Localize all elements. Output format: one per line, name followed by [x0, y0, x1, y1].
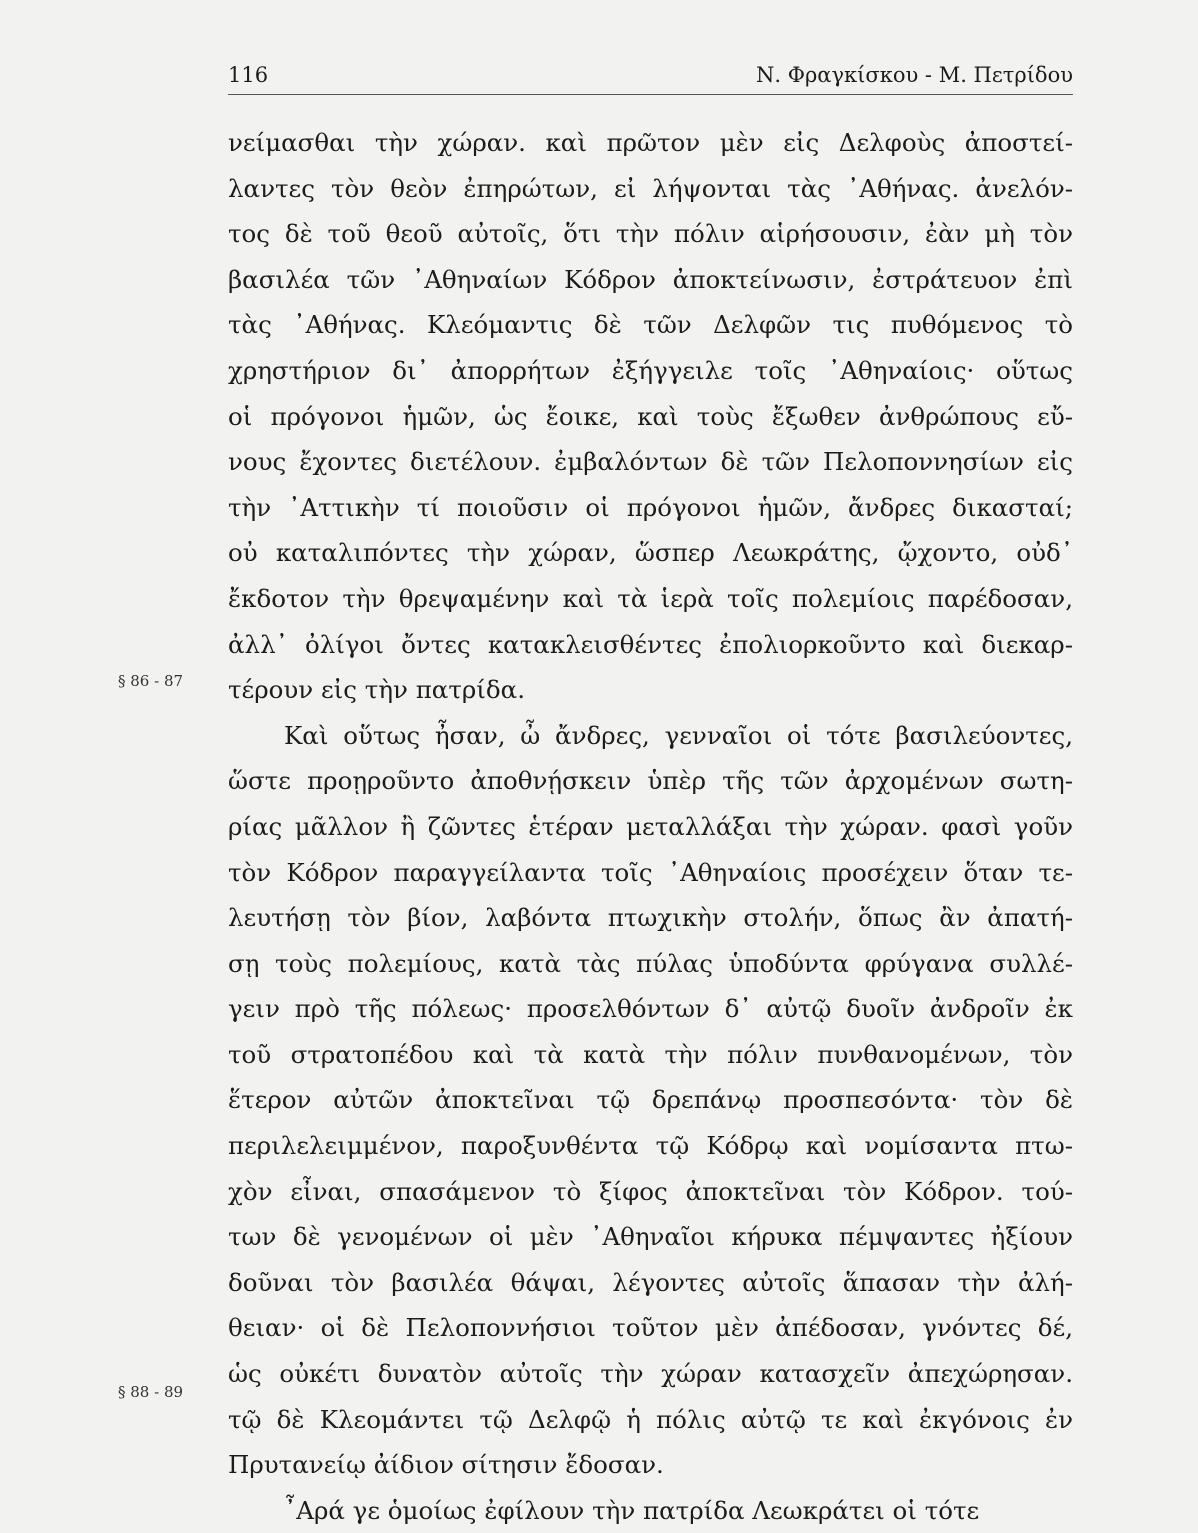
- text-line: σῃ τοὺς πολεμίους, κατὰ τὰς πύλας ὑποδύντα φρύγανα συλλέ-: [228, 948, 1073, 978]
- text-line: νείμασθαι τὴν χώραν. καὶ πρῶτον μὲν εἰς Δελφοὺς ἀποστεί-: [228, 128, 1073, 157]
- text-line: τος δὲ τοῦ θεοῦ αὐτοῖς, ὅτι τὴν πόλιν αἱρήσουσιν, ἐὰν μὴ τὸν: [228, 219, 1073, 249]
- text-line: βασιλέα τῶν ᾽Αθηναίων Κόδρον ἀποκτείνωσιν, ἐστράτευον ἐπὶ: [228, 264, 1073, 294]
- body-text: [228, 120, 1073, 1533]
- text-line: λαντες τὸν θεὸν ἐπηρώτων, εἰ λήψονται τὰς ᾽Αθήνας. ἀνελόν-: [228, 173, 1073, 203]
- text-line: των δὲ γενομένων οἱ μὲν ᾽Αθηναῖοι κήρυκα πέμψαντες ἠξίουν: [228, 1222, 1073, 1252]
- running-head: Ν. Φραγκίσκου - Μ. Πετρίδου: [756, 63, 1073, 87]
- text-line: Καὶ οὕτως ἦσαν, ὦ ἄνδρες, γενναῖοι οἱ τότε βασιλεύοντες,: [284, 720, 1073, 750]
- text-line: Πρυτανείῳ ἀίδιον σίτησιν ἔδοσαν.: [228, 1450, 664, 1480]
- text-line: τῷ δὲ Κλεομάντει τῷ Δελφῷ ἡ πόλις αὐτῷ τε καὶ ἐκγόνοις ἐν: [228, 1404, 1073, 1434]
- text-line: ῏Αρά γε ὁμοίως ἐφίλουν τὴν πατρίδα Λεωκράτει οἱ τότε: [284, 1495, 980, 1525]
- text-line: ἀλλ᾽ ὀλίγοι ὄντες κατακλεισθέντες ἐπολιορκοῦντο καὶ διεκαρ-: [228, 629, 1073, 659]
- text-line: ὥστε προῃροῦντο ἀποθνῄσκειν ὑπὲρ τῆς τῶν ἀρχομένων σωτη-: [228, 766, 1073, 796]
- text-line: τὴν ᾽Αττικὴν τί ποιοῦσιν οἱ πρόγονοι ἡμῶν, ἄνδρες δικασταί;: [228, 492, 1073, 522]
- text-line: ἕτερον αὐτῶν ἀποκτεῖναι τῷ δρεπάνῳ προσπεσόντα· τὸν δὲ: [228, 1085, 1073, 1115]
- text-line: ἔκδοτον τὴν θρεψαμένην καὶ τὰ ἱερὰ τοῖς πολεμίοις παρέδοσαν,: [228, 583, 1073, 613]
- text-line: τοῦ στρατοπέδου καὶ τὰ κατὰ τὴν πόλιν πυνθανομένων, τὸν: [228, 1039, 1073, 1069]
- text-line: χρηστήριον δι᾽ ἀπορρήτων ἐξήγγειλε τοῖς ᾽Αθηναίοις· οὕτως: [228, 355, 1073, 385]
- text-line: ὡς οὐκέτι δυνατὸν αὐτοῖς τὴν χώραν κατασχεῖν ἀπεχώρησαν.: [228, 1359, 1073, 1389]
- text-line: οἱ πρόγονοι ἡμῶν, ὡς ἔοικε, καὶ τοὺς ἔξωθεν ἀνθρώπους εὔ-: [228, 401, 1073, 431]
- text-line: τὰς ᾽Αθήνας. Κλεόμαντις δὲ τῶν Δελφῶν τις πυθόμενος τὸ: [228, 310, 1073, 340]
- text-line: δοῦναι τὸν βασιλέα θάψαι, λέγοντες αὐτοῖς ἅπασαν τὴν ἀλή-: [228, 1267, 1073, 1297]
- page-header: [228, 60, 1073, 95]
- text-line: οὐ καταλιπόντες τὴν χώραν, ὥσπερ Λεωκράτης, ᾤχοντο, οὐδ᾽: [228, 538, 1073, 568]
- text-line: λευτήσῃ τὸν βίον, λαβόντα πτωχικὴν στολήν, ὅπως ἂν ἀπατή-: [228, 903, 1073, 933]
- text-line: νους ἔχοντες διετέλουν. ἐμβαλόντων δὲ τῶν Πελοποννησίων εἰς: [228, 447, 1073, 477]
- text-line: τὸν Κόδρον παραγγείλαντα τοῖς ᾽Αθηναίοις προσέχειν ὅταν τε-: [228, 857, 1073, 887]
- text-line: χὸν εἶναι, σπασάμενον τὸ ξίφος ἀποκτεῖναι τὸν Κόδρον. τού-: [228, 1176, 1073, 1206]
- margin-reference: § 86 - 87: [118, 672, 184, 690]
- text-line: γειν πρὸ τῆς πόλεως· προσελθόντων δ᾽ αὐτῷ δυοῖν ἀνδροῖν ἐκ: [228, 994, 1073, 1024]
- page-number: 116: [228, 63, 269, 87]
- text-line: τέρουν εἰς τὴν πατρίδα.: [228, 675, 525, 705]
- text-line: θειαν· οἱ δὲ Πελοποννήσιοι τοῦτον μὲν ἀπέδοσαν, γνόντες δέ,: [228, 1313, 1073, 1343]
- text-line: ρίας μᾶλλον ἢ ζῶντες ἑτέραν μεταλλάξαι τὴν χώραν. φασὶ γοῦν: [228, 811, 1073, 841]
- text-line: περιλελειμμένον, παροξυνθέντα τῷ Κόδρῳ καὶ νομίσαντα πτω-: [228, 1131, 1073, 1161]
- margin-reference: § 88 - 89: [118, 1383, 184, 1401]
